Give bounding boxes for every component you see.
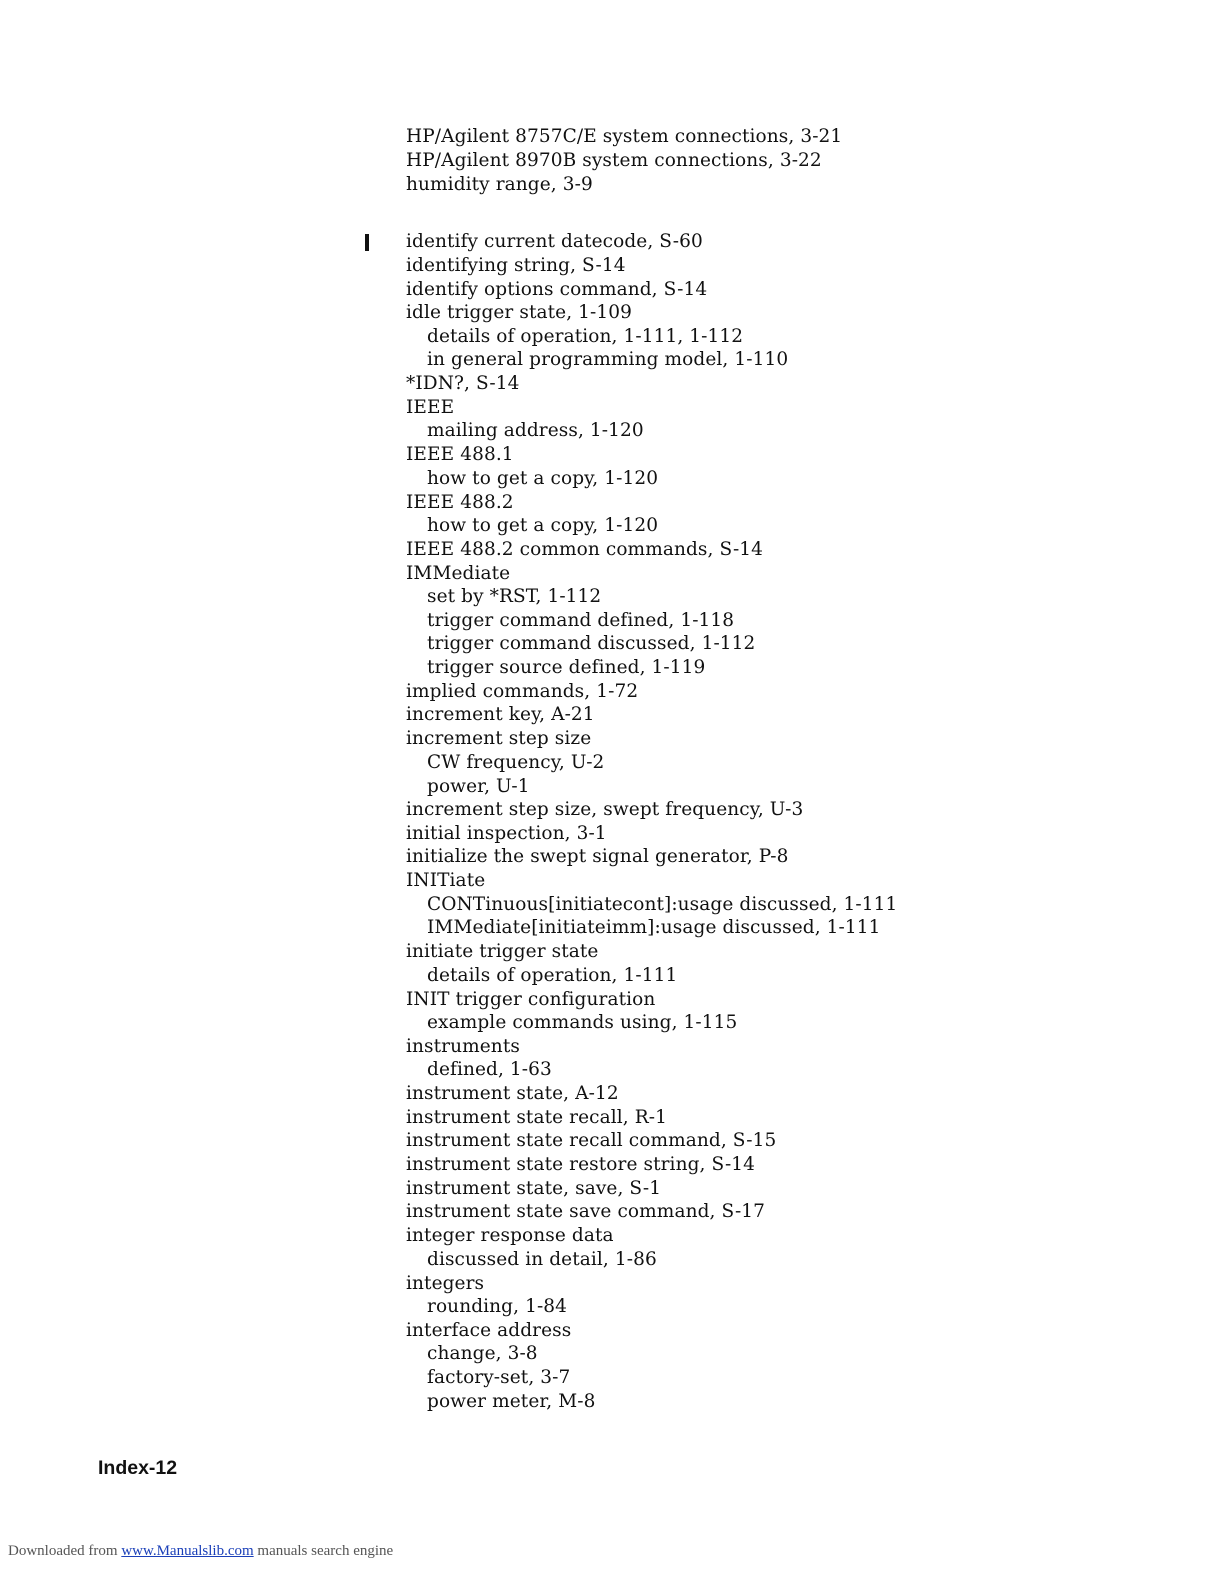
index-entry: integers — [406, 1273, 485, 1294]
index-entry: HP/Agilent 8757C/E system connections, 3-21 — [406, 126, 843, 147]
index-entry: initial inspection, 3-1 — [406, 823, 607, 844]
index-subentry: CONTinuous[initiatecont]:usage discussed, 1-111 — [427, 894, 898, 915]
index-entry: identify options command, S-14 — [406, 279, 708, 300]
index-entry: instrument state save command, S-17 — [406, 1201, 766, 1222]
index-entry: *IDN?, S-14 — [406, 373, 520, 394]
index-entry: humidity range, 3-9 — [406, 174, 593, 195]
index-entry: HP/Agilent 8970B system connections, 3-22 — [406, 150, 822, 171]
index-entry: increment step size, swept frequency, U-3 — [406, 799, 804, 820]
watermark-prefix: Downloaded from — [8, 1543, 118, 1559]
index-entry: IMMediate — [406, 563, 511, 584]
watermark-suffix: manuals search engine — [257, 1543, 394, 1559]
index-entry: idle trigger state, 1-109 — [406, 302, 632, 323]
download-watermark — [8, 1541, 393, 1561]
index-subentry: trigger source defined, 1-119 — [427, 657, 706, 678]
index-entry: instrument state, A-12 — [406, 1083, 619, 1104]
index-entry: initiate trigger state — [406, 941, 599, 962]
index-entry: interface address — [406, 1320, 572, 1341]
index-entry: IEEE 488.2 common commands, S-14 — [406, 539, 764, 560]
index-subentry: change, 3-8 — [427, 1343, 538, 1364]
index-entry: identifying string, S-14 — [406, 255, 626, 276]
page-number-label: Index-12 — [98, 1457, 178, 1479]
index-subentry: set by *RST, 1-112 — [427, 586, 602, 607]
index-subentry: factory-set, 3-7 — [427, 1367, 571, 1388]
index-entry: identify current datecode, S-60 — [406, 231, 703, 252]
index-entry: INITiate — [406, 870, 486, 891]
index-entry: IEEE 488.1 — [406, 444, 514, 465]
index-entry: instrument state recall command, S-15 — [406, 1130, 777, 1151]
index-subentry: discussed in detail, 1-86 — [427, 1249, 657, 1270]
index-subentry: CW frequency, U-2 — [427, 752, 605, 773]
index-entry: instrument state, save, S-1 — [406, 1178, 662, 1199]
index-subentry: how to get a copy, 1-120 — [427, 515, 659, 536]
index-subentry: IMMediate[initiateimm]:usage discussed, 1-111 — [427, 917, 881, 938]
index-subentry: power meter, M-8 — [427, 1391, 596, 1412]
index-entry: increment key, A-21 — [406, 704, 595, 725]
index-entry: initialize the swept signal generator, P-8 — [406, 846, 789, 867]
index-subentry: details of operation, 1-111, 1-112 — [427, 326, 744, 347]
manualslib-link[interactable]: www.Manualslib.com — [121, 1543, 254, 1559]
index-subentry: in general programming model, 1-110 — [427, 349, 789, 370]
index-subentry: example commands using, 1-115 — [427, 1012, 738, 1033]
index-entry: instruments — [406, 1036, 520, 1057]
index-entry: increment step size — [406, 728, 592, 749]
index-entry: IEEE 488.2 — [406, 492, 514, 513]
index-subentry: defined, 1-63 — [427, 1059, 552, 1080]
index-entry: instrument state restore string, S-14 — [406, 1154, 756, 1175]
index-subentry: rounding, 1-84 — [427, 1296, 568, 1317]
index-entry: implied commands, 1-72 — [406, 681, 639, 702]
index-subentry: details of operation, 1-111 — [427, 965, 678, 986]
index-subentry: mailing address, 1-120 — [427, 420, 644, 441]
revision-change-bar — [365, 234, 369, 251]
index-entry: IEEE — [406, 397, 455, 418]
index-entry: INIT trigger configuration — [406, 989, 656, 1010]
index-subentry: trigger command discussed, 1-112 — [427, 633, 756, 654]
index-subentry: power, U-1 — [427, 776, 530, 797]
index-subentry: how to get a copy, 1-120 — [427, 468, 659, 489]
index-entry: instrument state recall, R-1 — [406, 1107, 667, 1128]
index-subentry: trigger command defined, 1-118 — [427, 610, 735, 631]
index-entry: integer response data — [406, 1225, 614, 1246]
